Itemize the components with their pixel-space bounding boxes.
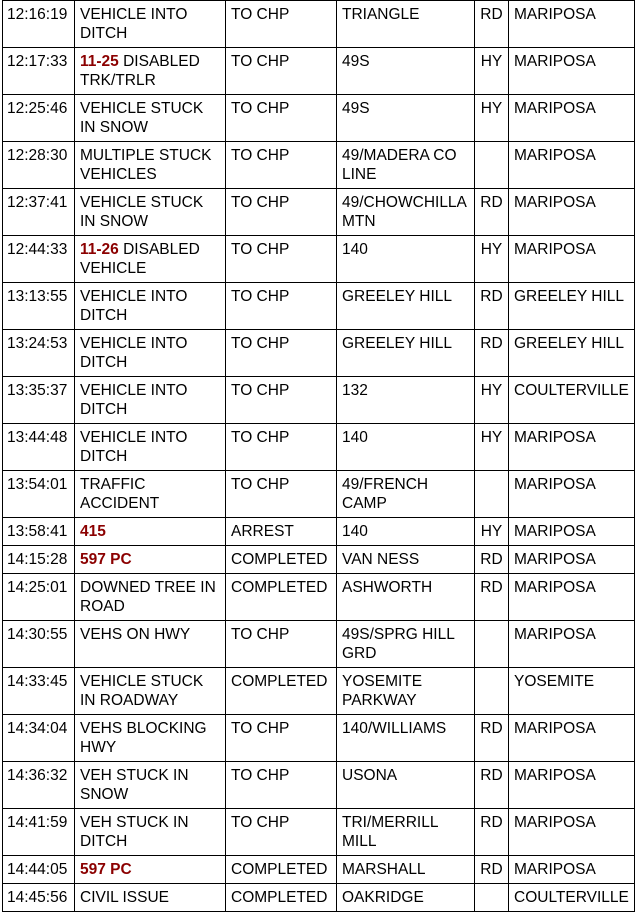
- incident-text: VEHICLE INTO DITCH: [80, 6, 188, 42]
- disposition-cell: [226, 546, 337, 574]
- road-type-cell: [475, 471, 509, 518]
- disposition-cell: [226, 762, 337, 809]
- location-cell: [337, 471, 475, 518]
- road-type-cell: [475, 330, 509, 377]
- incident-cell: [75, 546, 226, 574]
- location-text: 49S: [342, 53, 370, 70]
- road-type-cell: [475, 377, 509, 424]
- incident-cell: [75, 330, 226, 377]
- area-text: MARIPOSA: [514, 6, 596, 23]
- incident-text: TRAFFIC ACCIDENT: [80, 476, 160, 512]
- time-text: 12:44:33: [7, 241, 68, 258]
- time-cell: [3, 377, 75, 424]
- time-text: 14:25:01: [7, 579, 68, 596]
- time-text: 13:35:37: [7, 382, 68, 399]
- area-cell: [509, 1, 635, 48]
- time-text: 13:58:41: [7, 523, 68, 540]
- road-type-cell: [475, 189, 509, 236]
- road-type-cell: [475, 715, 509, 762]
- disposition-text: TO CHP: [231, 720, 290, 737]
- area-cell: [509, 189, 635, 236]
- location-cell: [337, 856, 475, 884]
- time-text: 13:24:53: [7, 335, 68, 352]
- disposition-cell: [226, 715, 337, 762]
- road-type-cell: [475, 546, 509, 574]
- table-row: [3, 856, 635, 884]
- area-text: MARIPOSA: [514, 626, 596, 643]
- incident-text: VEHS ON HWY: [80, 626, 191, 643]
- time-text: 12:28:30: [7, 147, 68, 164]
- incident-cell: [75, 715, 226, 762]
- area-text: MARIPOSA: [514, 523, 596, 540]
- incident-text: MULTIPLE STUCK VEHICLES: [80, 147, 212, 183]
- disposition-text: TO CHP: [231, 335, 290, 352]
- incident-code: 11-26: [80, 241, 119, 258]
- location-text: 140: [342, 241, 368, 258]
- table-row: [3, 48, 635, 95]
- location-cell: [337, 142, 475, 189]
- location-text: GREELEY HILL: [342, 288, 452, 305]
- time-text: 12:25:46: [7, 100, 68, 117]
- location-cell: [337, 884, 475, 912]
- area-cell: [509, 809, 635, 856]
- road-type-text: HY: [480, 429, 503, 446]
- incident-cell: [75, 95, 226, 142]
- incident-text: DISABLED VEHICLE: [80, 241, 200, 277]
- incident-cell: [75, 377, 226, 424]
- incident-cell: [75, 574, 226, 621]
- area-text: MARIPOSA: [514, 861, 596, 878]
- time-cell: [3, 574, 75, 621]
- location-cell: [337, 518, 475, 546]
- area-cell: [509, 884, 635, 912]
- time-cell: [3, 189, 75, 236]
- disposition-cell: [226, 283, 337, 330]
- disposition-cell: [226, 856, 337, 884]
- time-cell: [3, 809, 75, 856]
- disposition-cell: [226, 1, 337, 48]
- disposition-cell: [226, 377, 337, 424]
- time-text: 14:30:55: [7, 626, 68, 643]
- disposition-cell: [226, 621, 337, 668]
- location-text: 49S/SPRG HILL GRD: [342, 626, 455, 662]
- table-row: [3, 1, 635, 48]
- location-cell: [337, 546, 475, 574]
- disposition-text: COMPLETED: [231, 673, 328, 690]
- time-cell: [3, 546, 75, 574]
- incident-cell: [75, 424, 226, 471]
- incident-cell: [75, 283, 226, 330]
- table-row: [3, 574, 635, 621]
- incident-text: VEHS BLOCKING HWY: [80, 720, 207, 756]
- location-cell: [337, 621, 475, 668]
- road-type-text: RD: [480, 288, 503, 305]
- location-cell: [337, 1, 475, 48]
- time-text: 14:15:28: [7, 551, 68, 568]
- location-cell: [337, 715, 475, 762]
- area-text: GREELEY HILL: [514, 335, 624, 352]
- disposition-cell: [226, 668, 337, 715]
- incident-cell: [75, 1, 226, 48]
- incident-text: VEHICLE INTO DITCH: [80, 288, 188, 324]
- incident-cell: [75, 48, 226, 95]
- incident-text: VEH STUCK IN DITCH: [80, 814, 189, 850]
- area-cell: [509, 762, 635, 809]
- table-row: [3, 546, 635, 574]
- incident-code: 597 PC: [80, 551, 132, 568]
- road-type-cell: [475, 424, 509, 471]
- location-text: 140: [342, 523, 368, 540]
- area-text: MARIPOSA: [514, 100, 596, 117]
- time-text: 13:54:01: [7, 476, 68, 493]
- road-type-text: RD: [480, 767, 503, 784]
- location-text: MARSHALL: [342, 861, 426, 878]
- location-text: TRIANGLE: [342, 6, 420, 23]
- table-row: [3, 377, 635, 424]
- disposition-cell: [226, 574, 337, 621]
- area-cell: [509, 236, 635, 283]
- location-cell: [337, 424, 475, 471]
- area-cell: [509, 518, 635, 546]
- time-cell: [3, 471, 75, 518]
- road-type-cell: [475, 884, 509, 912]
- road-type-cell: [475, 283, 509, 330]
- disposition-cell: [226, 142, 337, 189]
- disposition-cell: [226, 471, 337, 518]
- area-text: YOSEMITE: [514, 673, 595, 690]
- location-text: 49/FRENCH CAMP: [342, 476, 429, 512]
- location-cell: [337, 377, 475, 424]
- area-cell: [509, 856, 635, 884]
- table-row: [3, 95, 635, 142]
- road-type-cell: [475, 809, 509, 856]
- table-row: [3, 330, 635, 377]
- location-text: 49/MADERA CO LINE: [342, 147, 457, 183]
- table-row: [3, 283, 635, 330]
- incident-cell: [75, 621, 226, 668]
- road-type-text: HY: [480, 523, 503, 540]
- disposition-text: ARREST: [231, 523, 294, 540]
- area-cell: [509, 574, 635, 621]
- time-cell: [3, 424, 75, 471]
- road-type-text: RD: [480, 194, 503, 211]
- road-type-cell: [475, 856, 509, 884]
- table-row: [3, 189, 635, 236]
- road-type-cell: [475, 518, 509, 546]
- area-cell: [509, 621, 635, 668]
- area-cell: [509, 668, 635, 715]
- road-type-cell: [475, 236, 509, 283]
- area-text: MARIPOSA: [514, 579, 596, 596]
- road-type-cell: [475, 621, 509, 668]
- incident-text: CIVIL ISSUE: [80, 889, 170, 906]
- location-cell: [337, 48, 475, 95]
- area-cell: [509, 48, 635, 95]
- incident-text: VEHICLE INTO DITCH: [80, 429, 188, 465]
- location-cell: [337, 574, 475, 621]
- time-text: 12:37:41: [7, 194, 68, 211]
- road-type-text: RD: [480, 814, 503, 831]
- location-cell: [337, 809, 475, 856]
- incident-cell: [75, 856, 226, 884]
- location-text: 49/CHOWCHILLA MTN: [342, 194, 467, 230]
- road-type-text: HY: [480, 100, 503, 117]
- incident-cell: [75, 809, 226, 856]
- location-text: ASHWORTH: [342, 579, 433, 596]
- road-type-text: HY: [480, 53, 503, 70]
- table-row: [3, 621, 635, 668]
- road-type-text: RD: [480, 720, 503, 737]
- time-cell: [3, 95, 75, 142]
- area-text: COULTERVILLE: [514, 382, 629, 399]
- location-text: YOSEMITE PARKWAY: [342, 673, 423, 709]
- table-row: [3, 142, 635, 189]
- incident-text: VEHICLE STUCK IN SNOW: [80, 194, 204, 230]
- table-row: [3, 762, 635, 809]
- area-text: MARIPOSA: [514, 476, 596, 493]
- road-type-cell: [475, 574, 509, 621]
- incident-code: 415: [80, 523, 106, 540]
- time-text: 14:45:56: [7, 889, 68, 906]
- road-type-cell: [475, 668, 509, 715]
- table-row: [3, 809, 635, 856]
- disposition-text: TO CHP: [231, 100, 290, 117]
- table-row: [3, 471, 635, 518]
- area-text: GREELEY HILL: [514, 288, 624, 305]
- disposition-cell: [226, 95, 337, 142]
- area-text: COULTERVILLE: [514, 889, 629, 906]
- disposition-text: TO CHP: [231, 288, 290, 305]
- location-cell: [337, 95, 475, 142]
- area-cell: [509, 546, 635, 574]
- incident-code: 597 PC: [80, 861, 132, 878]
- disposition-text: TO CHP: [231, 476, 290, 493]
- area-cell: [509, 715, 635, 762]
- location-cell: [337, 762, 475, 809]
- location-cell: [337, 189, 475, 236]
- time-cell: [3, 142, 75, 189]
- table-row: [3, 715, 635, 762]
- time-text: 14:33:45: [7, 673, 68, 690]
- area-cell: [509, 424, 635, 471]
- incident-cell: [75, 471, 226, 518]
- time-cell: [3, 518, 75, 546]
- disposition-cell: [226, 236, 337, 283]
- time-cell: [3, 283, 75, 330]
- time-text: 14:36:32: [7, 767, 68, 784]
- road-type-text: RD: [480, 6, 503, 23]
- location-text: VAN NESS: [342, 551, 420, 568]
- time-text: 13:13:55: [7, 288, 68, 305]
- disposition-text: COMPLETED: [231, 551, 328, 568]
- disposition-cell: [226, 330, 337, 377]
- road-type-text: RD: [480, 551, 503, 568]
- disposition-text: TO CHP: [231, 6, 290, 23]
- disposition-text: TO CHP: [231, 767, 290, 784]
- location-text: GREELEY HILL: [342, 335, 452, 352]
- area-text: MARIPOSA: [514, 194, 596, 211]
- time-cell: [3, 1, 75, 48]
- location-cell: [337, 330, 475, 377]
- location-cell: [337, 668, 475, 715]
- incident-code: 11-25: [80, 53, 119, 70]
- location-cell: [337, 283, 475, 330]
- area-cell: [509, 330, 635, 377]
- incident-cell: [75, 189, 226, 236]
- area-cell: [509, 142, 635, 189]
- location-text: 49S: [342, 100, 370, 117]
- incident-text: VEHICLE INTO DITCH: [80, 382, 188, 418]
- disposition-text: TO CHP: [231, 429, 290, 446]
- area-text: MARIPOSA: [514, 147, 596, 164]
- area-text: MARIPOSA: [514, 241, 596, 258]
- time-text: 13:44:48: [7, 429, 68, 446]
- incident-text: DISABLED TRK/TRLR: [80, 53, 200, 89]
- location-text: USONA: [342, 767, 398, 784]
- table-row: [3, 668, 635, 715]
- disposition-text: TO CHP: [231, 814, 290, 831]
- road-type-text: RD: [480, 335, 503, 352]
- road-type-cell: [475, 48, 509, 95]
- road-type-text: RD: [480, 579, 503, 596]
- road-type-cell: [475, 1, 509, 48]
- location-text: TRI/MERRILL MILL: [342, 814, 438, 850]
- time-text: 14:41:59: [7, 814, 68, 831]
- location-cell: [337, 236, 475, 283]
- disposition-text: TO CHP: [231, 626, 290, 643]
- disposition-cell: [226, 809, 337, 856]
- area-text: MARIPOSA: [514, 720, 596, 737]
- time-text: 14:34:04: [7, 720, 68, 737]
- dispatch-log-table: [2, 0, 635, 912]
- disposition-cell: [226, 189, 337, 236]
- time-cell: [3, 330, 75, 377]
- area-text: MARIPOSA: [514, 53, 596, 70]
- disposition-cell: [226, 48, 337, 95]
- table-row: [3, 424, 635, 471]
- area-cell: [509, 471, 635, 518]
- disposition-text: TO CHP: [231, 53, 290, 70]
- incident-cell: [75, 668, 226, 715]
- disposition-cell: [226, 518, 337, 546]
- incident-cell: [75, 762, 226, 809]
- incident-text: VEHICLE STUCK IN ROADWAY: [80, 673, 204, 709]
- disposition-text: TO CHP: [231, 241, 290, 258]
- incident-text: VEHICLE STUCK IN SNOW: [80, 100, 204, 136]
- time-cell: [3, 856, 75, 884]
- time-text: 14:44:05: [7, 861, 68, 878]
- disposition-text: COMPLETED: [231, 861, 328, 878]
- road-type-cell: [475, 142, 509, 189]
- time-cell: [3, 668, 75, 715]
- area-text: MARIPOSA: [514, 814, 596, 831]
- area-cell: [509, 377, 635, 424]
- table-row: [3, 236, 635, 283]
- area-text: MARIPOSA: [514, 551, 596, 568]
- incident-text: VEHICLE INTO DITCH: [80, 335, 188, 371]
- road-type-text: HY: [480, 382, 503, 399]
- road-type-text: HY: [480, 241, 503, 258]
- dispatch-log-body: [3, 1, 635, 912]
- incident-text: VEH STUCK IN SNOW: [80, 767, 189, 803]
- time-cell: [3, 236, 75, 283]
- area-cell: [509, 95, 635, 142]
- road-type-cell: [475, 762, 509, 809]
- location-text: 140: [342, 429, 368, 446]
- time-cell: [3, 48, 75, 95]
- disposition-cell: [226, 424, 337, 471]
- incident-cell: [75, 142, 226, 189]
- disposition-text: COMPLETED: [231, 579, 328, 596]
- location-text: OAKRIDGE: [342, 889, 424, 906]
- disposition-text: COMPLETED: [231, 889, 328, 906]
- area-cell: [509, 283, 635, 330]
- area-text: MARIPOSA: [514, 429, 596, 446]
- table-row: [3, 884, 635, 912]
- road-type-cell: [475, 95, 509, 142]
- incident-cell: [75, 518, 226, 546]
- disposition-text: TO CHP: [231, 147, 290, 164]
- location-text: 132: [342, 382, 368, 399]
- time-cell: [3, 884, 75, 912]
- road-type-text: RD: [480, 861, 503, 878]
- table-row: [3, 518, 635, 546]
- incident-text: DOWNED TREE IN ROAD: [80, 579, 216, 615]
- time-cell: [3, 621, 75, 668]
- disposition-text: TO CHP: [231, 382, 290, 399]
- incident-cell: [75, 884, 226, 912]
- incident-cell: [75, 236, 226, 283]
- area-text: MARIPOSA: [514, 767, 596, 784]
- disposition-cell: [226, 884, 337, 912]
- time-cell: [3, 762, 75, 809]
- time-cell: [3, 715, 75, 762]
- time-text: 12:16:19: [7, 6, 68, 23]
- disposition-text: TO CHP: [231, 194, 290, 211]
- time-text: 12:17:33: [7, 53, 68, 70]
- location-text: 140/WILLIAMS: [342, 720, 447, 737]
